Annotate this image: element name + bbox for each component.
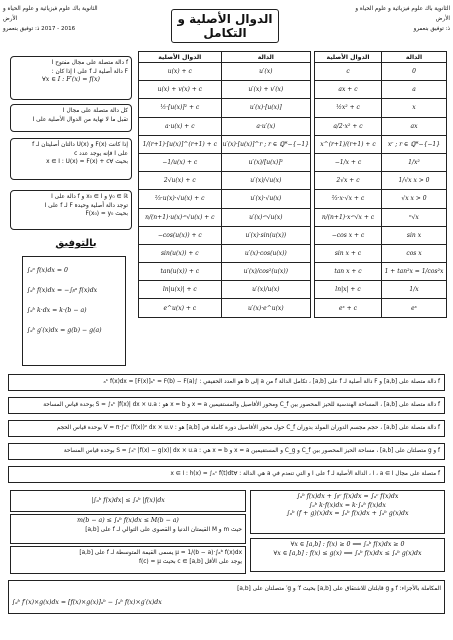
volume-row: f دالة متصلة على [a,b] ، حجم مجسم الدوران المولد بدوران C_f حول محور الأفاصيل دورة كاملة في [a,b] هو : V = π·∫ₐᵇ (f(x))² dx × u.v بوحدة قياس الحجم bbox=[8, 420, 445, 437]
integration-by-parts-box bbox=[8, 580, 445, 614]
mid-function-cell: u′(x)·sin(u(x)) bbox=[221, 226, 310, 244]
mid-primitive-cell: −1/u(x) + c bbox=[139, 153, 222, 171]
mid-col-function: الدالة bbox=[221, 52, 310, 63]
const-line-3: بحيث ∀x ∈ I : U(x) = F(x) + c bbox=[46, 159, 128, 166]
right-row bbox=[315, 263, 447, 281]
mid-primitive-cell: 2√u(x) + c bbox=[139, 172, 222, 190]
mid-function-cell: u′(x)/cos²(u(x)) bbox=[221, 263, 310, 281]
uniq-line-1: y₀ ∈ ℝ و x₀ ∈ I و f دالة على I bbox=[51, 194, 128, 200]
right-primitive-cell: sin x + c bbox=[315, 244, 382, 262]
positivity: ∀x ∈ [a,b] : f(x) ≥ 0 ⟹ ∫ₐᵇ f(x)dx ≥ 0 bbox=[290, 541, 405, 548]
mid-row bbox=[139, 99, 311, 117]
author-right: ذ: توفيق بنعمرو bbox=[413, 26, 450, 32]
def-line-3: ∀x ∈ I : F′(x) = f(x) bbox=[42, 76, 100, 84]
mid-row bbox=[139, 299, 311, 317]
uniq-line-3: بحيث F(x₀) = y₀ bbox=[85, 211, 128, 218]
mid-function-cell: u′(x)/[u(x)]² bbox=[221, 153, 310, 171]
right-row bbox=[315, 244, 447, 262]
constant-box bbox=[10, 138, 132, 180]
integral-definition-row: f دالة متصلة على [a,b] و F دالة أصلية لـ f على [a,b] ، تكامل الدالة f من a إلى b هو العدد الحقيقي : ∫ₐᵇ f(x)dx = [F(x)]ₐᵇ = F(b) − F(a) bbox=[8, 374, 445, 391]
mid-table-body bbox=[139, 63, 311, 318]
mid-primitive-cell: sin(u(x)) + c bbox=[139, 244, 222, 262]
linearity-box bbox=[250, 490, 445, 534]
right-function-cell: a bbox=[382, 81, 447, 99]
abs-inequality-box bbox=[10, 490, 246, 512]
mid-function-cell: u′(x)·cos(u(x)) bbox=[221, 244, 310, 262]
mid-row bbox=[139, 281, 311, 299]
right-function-cell: 1/x bbox=[382, 281, 447, 299]
order-property: ∀x ∈ [a,b] : f(x) ≤ g(x) ⟹ ∫ₐᵇ f(x)dx ≤ ∫ₐᵇ g(x)dx bbox=[273, 549, 422, 557]
right-table-body bbox=[315, 63, 447, 318]
ibp-formula: ∫ₐᵇ f′(x)×g(x)dx = [f(x)×g(x)]ₐᵇ − ∫ₐᵇ f(x)×g′(x)dx bbox=[12, 599, 162, 606]
right-primitive-cell: ax + c bbox=[315, 81, 382, 99]
mid-primitive-cell: 1/(r+1)·[u(x)]^(r+1) + c bbox=[139, 135, 222, 153]
right-row bbox=[315, 226, 447, 244]
scalar-property: ∫ₐᵇ k·f(x)dx = k·∫ₐᵇ f(x)dx bbox=[309, 501, 386, 509]
uniq-line-2: توجد دالة أصلية وحيدة F لـ f على I bbox=[44, 202, 128, 209]
page-title: الدوال الأصلية و التكامل bbox=[171, 9, 279, 43]
sum-property: ∫ₐᵇ (f + g)(x)dx = ∫ₐᵇ f(x)dx + ∫ₐᵇ g(x)dx bbox=[286, 510, 409, 518]
right-primitive-cell: eˣ + c bbox=[315, 299, 382, 317]
mid-function-cell: a·u′(x) bbox=[221, 117, 310, 135]
good-luck-label: بالتوفيق bbox=[55, 238, 97, 249]
right-function-cell: 1/x² bbox=[382, 153, 447, 171]
inf-line-1: كل دالة متصلة على مجال I bbox=[62, 108, 128, 114]
right-function-cell: x bbox=[382, 99, 447, 117]
prop-4: ∫ₐᵇ g′(x)dx = g(b) − g(a) bbox=[27, 327, 102, 334]
def-line-1: f دالة متصلة على مجال مفتوح I bbox=[51, 60, 128, 66]
mid-row bbox=[139, 117, 311, 135]
unique-box bbox=[10, 190, 132, 230]
right-primitive-cell: x^(r+1)/(r+1) + c bbox=[315, 135, 382, 153]
mid-function-cell: u′(x) bbox=[221, 63, 310, 81]
right-primitive-cell: c bbox=[315, 63, 382, 81]
def-line-2: F دالة أصلية لـ f على I إذا كان : bbox=[51, 68, 128, 75]
school-name-left: الثانوية باك علوم فيزيائية و علوم الحياة و الأرض bbox=[3, 6, 98, 22]
mid-col-primitive: الدوال الأصلية bbox=[139, 52, 222, 63]
area-between-curves-row: f و g متصلتان على [a,b] ، مساحة الحيز المحصور بين C_f و C_g و المستقيمين x = a و x = b هي : S = ∫ₐᵇ |f(x) − g(x)| dx × u.a بوحدة قياس المساحة bbox=[8, 443, 445, 460]
positivity-box bbox=[250, 538, 445, 572]
mid-primitive-cell: ln|u(x)| + c bbox=[139, 281, 222, 299]
right-primitive-cell: ln|x| + c bbox=[315, 281, 382, 299]
abs-inequality: |∫ₐᵇ f(x)dx| ≤ ∫ₐᵇ |f(x)|dx bbox=[91, 497, 165, 504]
right-row bbox=[315, 81, 447, 99]
composite-primitives-table bbox=[138, 51, 311, 318]
mean-inequality-note: حيث m و M القيمتان الدنيا و القصوى على التوالي لـ f على [a,b] bbox=[85, 526, 242, 533]
right-primitive-cell: n/(n+1)·x·ⁿ√x + c bbox=[315, 208, 382, 226]
right-row bbox=[315, 99, 447, 117]
mid-primitive-cell: e^u(x) + c bbox=[139, 299, 222, 317]
prop-3: ∫ₐᵇ k·dx = k·(b − a) bbox=[27, 307, 87, 314]
mid-function-cell: u′(x)·√u(x) bbox=[221, 190, 310, 208]
right-row bbox=[315, 299, 447, 317]
mean-inequality-box bbox=[10, 514, 246, 544]
mid-function-cell: u′(x)/u(x) bbox=[221, 281, 310, 299]
mid-row bbox=[139, 153, 311, 171]
right-function-cell: sin x bbox=[382, 226, 447, 244]
right-primitive-cell: ½x² + c bbox=[315, 99, 382, 117]
right-function-cell: cos x bbox=[382, 244, 447, 262]
school-name-right: الثانوية باك علوم فيزيائية و علوم الحياة و الأرض bbox=[355, 6, 450, 22]
mid-primitive-cell: a·u(x) + c bbox=[139, 117, 222, 135]
header-right bbox=[350, 4, 450, 34]
mean-value-box bbox=[10, 546, 246, 574]
right-function-cell: 0 bbox=[382, 63, 447, 81]
right-row bbox=[315, 63, 447, 81]
mid-primitive-cell: tan(u(x)) + c bbox=[139, 263, 222, 281]
mid-row bbox=[139, 135, 311, 153]
mid-function-cell: u′(x) + v′(x) bbox=[221, 81, 310, 99]
mid-row bbox=[139, 63, 311, 81]
right-row bbox=[315, 135, 447, 153]
right-row bbox=[315, 153, 447, 171]
right-function-cell: 1/√x x > 0 bbox=[382, 172, 447, 190]
right-function-cell: √x x > 0 bbox=[382, 190, 447, 208]
ibp-text: المكاملة بالأجزاء: f و g قابلتان للاشتقاق على [a,b] بحيث f′ و g′ متصلتان على [a,b] bbox=[237, 586, 441, 592]
mid-row bbox=[139, 172, 311, 190]
right-primitive-cell: ⅔·x·√x + c bbox=[315, 190, 382, 208]
mid-function-cell: u′(x)·[u(x)] bbox=[221, 99, 310, 117]
right-primitive-cell: a/2·x² + c bbox=[315, 117, 382, 135]
mid-primitive-cell: u(x) + c bbox=[139, 63, 222, 81]
header-left bbox=[3, 4, 113, 34]
const-line-2: على I فإنه يوجد عدد c bbox=[74, 150, 128, 157]
right-function-cell: 1 + tan²x = 1/cos²x bbox=[382, 263, 447, 281]
integral-properties-box bbox=[22, 256, 126, 366]
basic-primitives-table bbox=[314, 51, 447, 318]
mid-primitive-cell: u(x) + v(x) + c bbox=[139, 81, 222, 99]
right-primitive-cell: tan x + c bbox=[315, 263, 382, 281]
right-primitive-cell: −cos x + c bbox=[315, 226, 382, 244]
mid-function-cell: u′(x)·e^u(x) bbox=[221, 299, 310, 317]
mid-row bbox=[139, 190, 311, 208]
year-left: 2016 - 2017 ذ: توفيق بنعمرو bbox=[3, 26, 76, 32]
mid-function-cell: u′(x)·[u(x)]^r ; r ∈ ℚ*−{−1} bbox=[221, 135, 310, 153]
area-row: f دالة متصلة على [a,b] ، المساحة الهندسية للحيز المحصور بين C_f ومحور الأفاصيل والمستقيمين x = a و x = b هو : S = ∫ₐᵇ |f(x)| dx × u.a بوحدة قياس المساحة bbox=[8, 397, 445, 414]
prop-2: ∫ₐᵇ f(x)dx = −∫ᵦᵃ f(x)dx bbox=[27, 287, 98, 294]
infinity-box bbox=[10, 104, 132, 132]
mean-inequality: m(b − a) ≤ ∫ₐᵇ f(x)dx ≤ M(b − a) bbox=[77, 517, 179, 524]
chasles-relation: ∫ₐᵇ f(x)dx + ∫ᵦᶜ f(x)dx = ∫ₐᶜ f(x)dx bbox=[296, 493, 399, 500]
right-function-cell: xʳ ; r ∈ ℚ*−{−1} bbox=[382, 135, 447, 153]
right-function-cell: ⁿ√x bbox=[382, 208, 447, 226]
right-primitive-cell: 2√x + c bbox=[315, 172, 382, 190]
right-row bbox=[315, 117, 447, 135]
mean-value-1: μ = 1/(b − a)·∫ₐᵇ f(x)dx يسمى القيمة المتوسطة لـ f على [a,b] bbox=[79, 550, 242, 556]
right-function-cell: ax bbox=[382, 117, 447, 135]
right-row bbox=[315, 190, 447, 208]
mid-primitive-cell: n/(n+1)·u(x)·ⁿ√u(x) + c bbox=[139, 208, 222, 226]
definition-box bbox=[10, 56, 132, 100]
right-col-primitive: الدوال الأصلية bbox=[315, 52, 382, 63]
mid-primitive-cell: ½·[u(x)]² + c bbox=[139, 99, 222, 117]
antiderivative-vanishing-row: f متصلة على مجال I ، a ∈ I ، الدالة الأصلية لـ f على I و التي تنعدم في a هي الدالة : ∀x ∈ I : h(x) = ∫ₐˣ f(t)dt bbox=[8, 466, 445, 483]
inf-line-2: تقبل ما لا نهاية من الدوال الأصلية على I bbox=[32, 116, 128, 123]
mid-function-cell: u′(x)/√u(x) bbox=[221, 172, 310, 190]
mid-primitive-cell: ⅔·u(x)·√u(x) + c bbox=[139, 190, 222, 208]
mid-row bbox=[139, 81, 311, 99]
right-row bbox=[315, 172, 447, 190]
right-row bbox=[315, 281, 447, 299]
mid-row bbox=[139, 244, 311, 262]
const-line-1: إذا كانت F(x) و U(x) دالتان أصليتان لـ f bbox=[32, 142, 128, 148]
mid-row bbox=[139, 226, 311, 244]
mid-row bbox=[139, 263, 311, 281]
prop-1: ∫ₐᵃ f(x)dx = 0 bbox=[27, 267, 68, 274]
mid-primitive-cell: −cos(u(x)) + c bbox=[139, 226, 222, 244]
right-function-cell: eˣ bbox=[382, 299, 447, 317]
mid-row bbox=[139, 208, 311, 226]
right-row bbox=[315, 208, 447, 226]
right-col-function: الدالة bbox=[382, 52, 447, 63]
mid-function-cell: u′(x)·ⁿ√u(x) bbox=[221, 208, 310, 226]
page-header bbox=[3, 4, 450, 40]
mean-value-2: يوجد على الأقل c ∈ [a,b] بحيث f(c) = μ bbox=[138, 558, 242, 565]
right-primitive-cell: −1/x + c bbox=[315, 153, 382, 171]
